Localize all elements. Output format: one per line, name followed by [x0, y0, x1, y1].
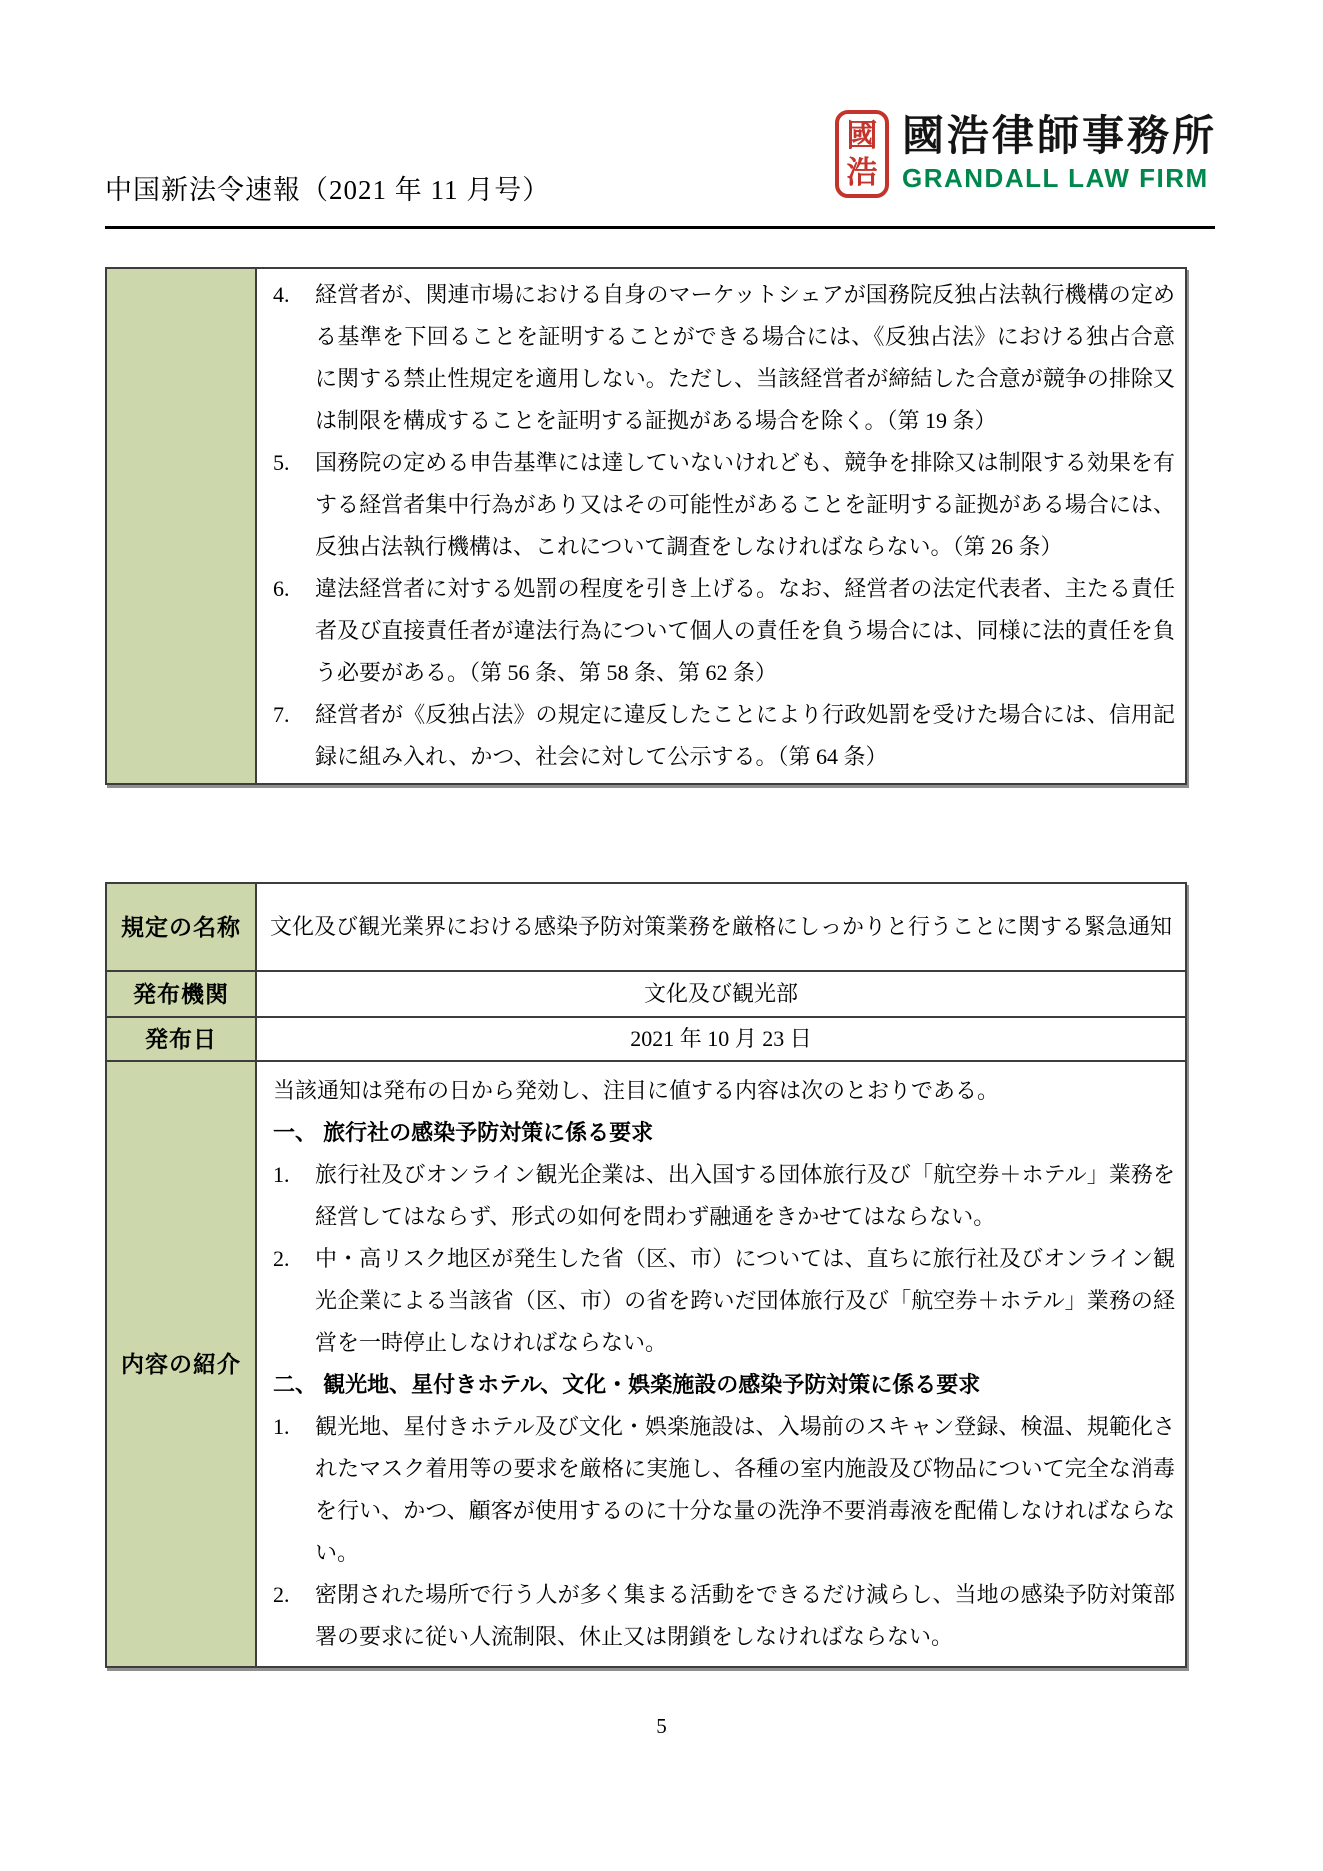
content-intro-line: 当該通知は発布の日から発効し、注目に値する内容は次のとおりである。 [273, 1078, 1000, 1103]
table-row [107, 884, 1185, 970]
seal-char-bottom: 浩 [846, 155, 878, 190]
item-text: 観光地、星付きホテル及び文化・娯楽施設は、入場前のスキャン登録、検温、規範化されたマスク着用等の要求を厳格に実施し、各種の室内施設及び物品について完全な消毒を行い、かつ、顧客が使用するのに十分な量の洗浄不要消毒液を配備しなければならない。 [315, 1414, 1175, 1565]
item-text: 密閉された場所で行う人が多く集まる活動をできるだけ減らし、当地の感染予防対策部署の要求に従い人流制限、休止又は閉鎖をしなければならない。 [315, 1582, 1175, 1649]
firm-name-en: GRANDALL LAW FIRM [901, 162, 1209, 193]
list-item [273, 1574, 1175, 1658]
item-number: 4. [273, 282, 290, 307]
newsletter-title: 中国新法令速報（2021 年 11 月号） [105, 175, 551, 205]
item-text: 経営者が、関連市場における自身のマーケットシェアが国務院反独占法執行機構の定める基準を下回ることを証明することができる場合には、《反独占法》における独占合意に関する禁止性規定を適用しない。ただし、当該経営者が締結した合意が競争の排除又は制限を構成することを証明する証拠がある場合を除く。（第 19 条） [315, 282, 1175, 433]
item-text: 国務院の定める申告基準には達していないけれども、競争を排除又は制限する効果を有する経営者集中行為があり又はその可能性があることを証明する証拠がある場合には、反独占法執行機構は、これについて調査をしなければならない。（第 26 条） [315, 450, 1175, 559]
list-item [273, 1154, 1175, 1238]
seal-char-top: 國 [846, 117, 878, 153]
item-number: 5. [273, 450, 290, 475]
item-number: 7. [273, 702, 290, 727]
row-label-issue-date: 発布日 [107, 1018, 257, 1060]
table-row [107, 1060, 1185, 1666]
row-label-issuing-org: 発布機関 [107, 972, 257, 1016]
item-text: 中・高リスク地区が発生した省（区、市）については、直ちに旅行社及びオンライン観光企業による当該省（区、市）の省を跨いだ団体旅行及び「航空券＋ホテル」業務の経営を一時停止しなければならない。 [315, 1246, 1175, 1355]
item-number: 1. [273, 1414, 290, 1439]
item-number: 1. [273, 1162, 290, 1187]
item-number: 6. [273, 576, 290, 601]
issue-date-value: 2021 年 10 月 23 日 [630, 1026, 812, 1051]
row-label-content-intro: 内容の紹介 [107, 1062, 257, 1666]
table1-label-cell-empty [107, 269, 257, 783]
firm-logo [835, 110, 1217, 198]
list-item [273, 694, 1175, 778]
list-item [273, 274, 1175, 442]
item-number: 2. [273, 1246, 290, 1271]
list-item [273, 1238, 1175, 1364]
section-heading: 二、 観光地、星付きホテル、文化・娯楽施設の感染予防対策に係る要求 [273, 1372, 981, 1397]
table-row [107, 970, 1185, 1016]
list-item [273, 568, 1175, 694]
grandall-seal-icon [835, 110, 889, 198]
list-item [273, 442, 1175, 568]
page-number: 5 [656, 1714, 667, 1738]
table1-content-cell [257, 269, 1185, 783]
firm-name-cjk: 國浩律師事務所 [901, 114, 1217, 161]
item-text: 旅行社及びオンライン観光企業は、出入国する団体旅行及び「航空券＋ホテル」業務を経営してはならず、形式の如何を問わず融通をきかせてはならない。 [315, 1162, 1175, 1229]
regulation-name-value: 文化及び観光業界における感染予防対策業務を厳格にしっかりと行うことに関する緊急通知 [269, 914, 1172, 939]
row-label-regulation-name: 規定の名称 [107, 884, 257, 970]
list-item [273, 1406, 1175, 1574]
notice-table [105, 882, 1187, 1668]
content-intro-cell [257, 1062, 1185, 1666]
firm-logo-text [902, 114, 1217, 193]
antitrust-points-table [105, 267, 1187, 785]
item-text: 違法経営者に対する処罰の程度を引き上げる。なお、経営者の法定代表者、主たる責任者及び直接責任者が違法行為について個人の責任を負う場合には、同様に法的責任を負う必要がある。（第 56 条、第 58 条、第 62 条） [315, 576, 1175, 685]
item-number: 2. [273, 1582, 290, 1607]
issuing-org-value: 文化及び観光部 [643, 981, 798, 1006]
section-heading: 一、 旅行社の感染予防対策に係る要求 [273, 1120, 654, 1145]
item-text: 経営者が《反独占法》の規定に違反したことにより行政処罰を受けた場合には、信用記録に組み入れ、かつ、社会に対して公示する。（第 64 条） [315, 702, 1175, 769]
header-divider [105, 226, 1215, 229]
table-row [107, 1016, 1185, 1060]
